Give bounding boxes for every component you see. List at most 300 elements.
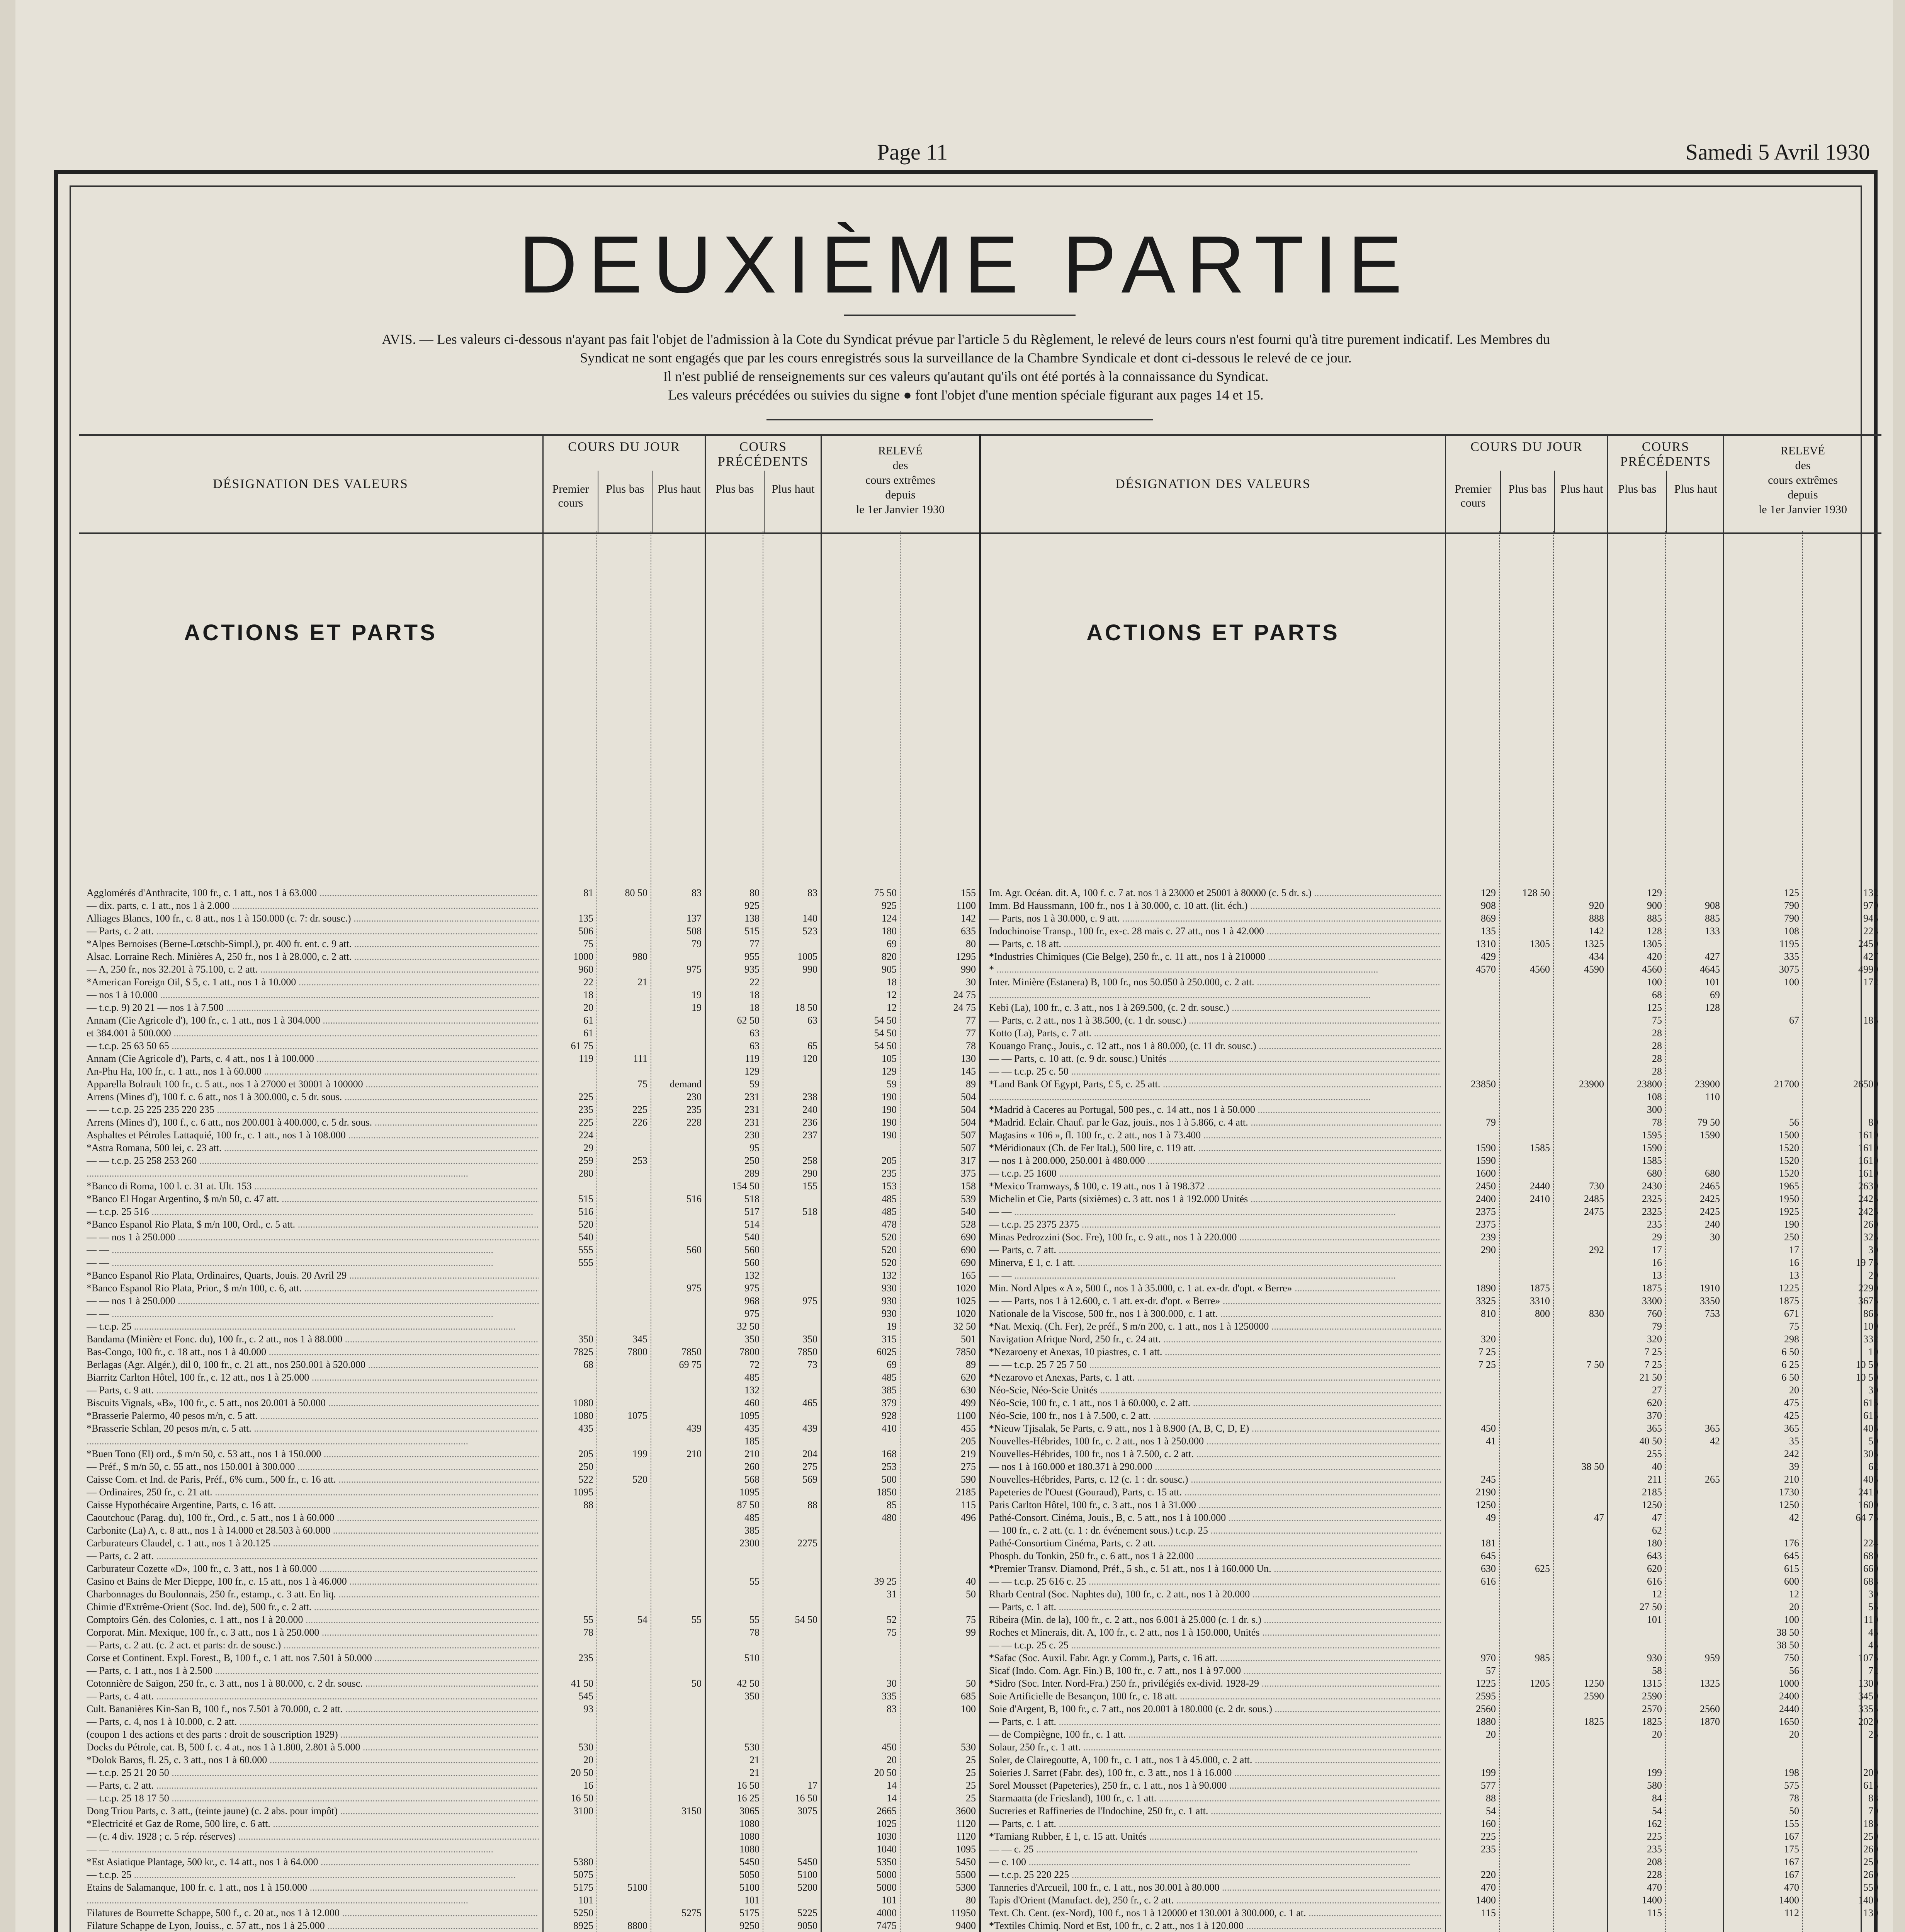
security-name: Navigation Afrique Nord, 250 fr., c. 24 att. .....: [989, 1333, 1441, 1345]
price-p2: 238: [802, 1091, 817, 1102]
price-p1: 231: [744, 1104, 760, 1115]
price-c1: 435: [578, 1423, 593, 1434]
price-r2: 205: [961, 1435, 976, 1447]
col-designation: DÉSIGNATION DES VALEURS: [1115, 477, 1311, 491]
security-name: Etains de Salamanque, 100 fr. c. 1 att., nos 1 à 150.000 .....: [87, 1881, 539, 1894]
price-p2: 63: [807, 1015, 817, 1026]
price-r1: 190: [882, 1117, 897, 1128]
price-p2: 908: [1705, 900, 1720, 911]
price-p1: 515: [744, 925, 760, 937]
security-name: *Nat. Mexiq. (Ch. Fer), 2e préf., $ m/n 200, c. 1 att., nos 1 à 1250000 .....: [989, 1320, 1441, 1333]
price-r2: 88: [1868, 1793, 1878, 1804]
price-c1: 22: [583, 976, 593, 988]
price-r2: 1095: [956, 1844, 976, 1855]
col-group-cours-precedents: [1607, 436, 1723, 532]
security-name: Sucreries et Raffineries de l'Indochine, 250 fr., c. 1 att. .....: [989, 1804, 1441, 1817]
security-name: *Safac (Soc. Auxil. Fabr. Agr. y Comm.), Parts, c. 16 att. .....: [989, 1651, 1441, 1664]
price-c2: 520: [632, 1474, 647, 1485]
table-row: [981, 1460, 1881, 1473]
price-p1: 101: [744, 1895, 760, 1906]
price-p2: 69: [1710, 989, 1720, 1000]
security-name: *Mexico Tramways, $ 100, c. 19 att., nos 1 à 198.372 .....: [989, 1180, 1441, 1192]
price-r1: 253: [882, 1461, 897, 1472]
security-name: [87, 1167, 539, 1180]
price-r1: 1400: [1779, 1895, 1799, 1906]
security-name: Apparella Bolrault 100 fr., c. 5 att., nos 1 à 27000 et 30001 à 100000 .....: [87, 1078, 539, 1090]
price-p1: 58: [1652, 1665, 1662, 1676]
table-row: [79, 1141, 979, 1154]
security-name: Pathé-Consortium Cinéma, Parts, c. 2 att. .....: [989, 1537, 1441, 1549]
price-c1: 970: [1481, 1652, 1496, 1663]
price-p1: 28: [1652, 1053, 1662, 1064]
table-row: [79, 1651, 979, 1664]
price-r2: 507: [961, 1129, 976, 1141]
price-r2: 25: [966, 1793, 976, 1804]
table-row: [79, 1001, 979, 1014]
price-r2: 110: [1863, 1614, 1878, 1625]
security-name: *Sidro (Soc. Inter. Nord-Fra.) 250 fr., privilégiés ex-divid. 1928-29 .....: [989, 1677, 1441, 1690]
price-r2: 1600: [1858, 1499, 1878, 1510]
price-r2: 680: [1863, 1550, 1878, 1561]
price-c1: 129: [1481, 887, 1496, 898]
price-p2: 5225: [797, 1907, 817, 1918]
security-name: Kebi (La), 100 fr., c. 3 att., nos 1 à 269.500, (c. 2 dr. sousc.) .....: [989, 1001, 1441, 1014]
price-p2: 120: [802, 1053, 817, 1064]
table-row: [981, 1753, 1881, 1766]
price-p1: 21 50: [1639, 1372, 1662, 1383]
price-r1: 930: [882, 1308, 897, 1319]
security-name: — — Parts, c. 10 att. (c. 9 dr. sousc.) Unités .....: [989, 1052, 1441, 1065]
price-c3: 3150: [681, 1805, 702, 1816]
security-name: — Préf., $ m/n 50, c. 55 att., nos 150.001 à 300.000 .....: [87, 1460, 539, 1473]
price-c1: 520: [578, 1219, 593, 1230]
price-p2: 79 50: [1697, 1117, 1720, 1128]
table-row: [79, 1320, 979, 1333]
price-r1: 7475: [877, 1920, 897, 1931]
security-name: Kotto (La), Parts, c. 7 att. .....: [989, 1027, 1441, 1039]
price-r1: 615: [1784, 1563, 1799, 1574]
price-p1: 185: [744, 1435, 760, 1447]
price-p1: 211: [1647, 1474, 1662, 1485]
table-row: [981, 1855, 1881, 1868]
price-p2: 155: [802, 1180, 817, 1192]
security-name: *Tamiang Rubber, £ 1, c. 15 att. Unités .....: [989, 1830, 1441, 1843]
price-r2: 3675: [1858, 1295, 1878, 1306]
price-c1: 20: [583, 1002, 593, 1013]
security-name: Papeteries de l'Ouest (Gouraud), Parts, c. 15 att. .....: [989, 1486, 1441, 1498]
price-r2: 165: [961, 1270, 976, 1281]
price-p1: 320: [1647, 1333, 1662, 1345]
table-row: [981, 1065, 1881, 1078]
price-r2: 10 50: [1856, 1372, 1878, 1383]
security-name: *Nezarovo et Anexas, Parts, c. 1 att. .....: [989, 1371, 1441, 1384]
price-r2: 260: [1863, 1869, 1878, 1880]
price-r1: 475: [1784, 1397, 1799, 1408]
price-p1: 18: [749, 1002, 760, 1013]
price-c3: 292: [1589, 1244, 1604, 1255]
price-r1: 39: [1789, 1461, 1799, 1472]
price-p1: 518: [744, 1193, 760, 1204]
security-name: — — t.c.p. 25 258 253 260 .....: [87, 1154, 539, 1167]
price-c1: 235: [1481, 1844, 1496, 1855]
price-p1: 968: [744, 1295, 760, 1306]
price-r1: 42: [1789, 1512, 1799, 1523]
price-c3: 69 75: [679, 1359, 702, 1370]
table-row: [79, 1294, 979, 1307]
table-row: [981, 1090, 1881, 1103]
price-p1: 72: [749, 1359, 760, 1370]
price-r2: 683: [1863, 1576, 1878, 1587]
price-c2: 1205: [1530, 1678, 1550, 1689]
price-p1: 616: [1647, 1576, 1662, 1587]
price-r1: 1025: [877, 1818, 897, 1829]
price-r1: 425: [1784, 1410, 1799, 1421]
security-name: *Alpes Bernoises (Berne-Lœtschb-Simpl.), pr. 400 fr. ent. c. 9 att. .....: [87, 937, 539, 950]
cours-du-jour-label: COURS DU JOUR: [568, 440, 680, 454]
price-c1: 1095: [573, 1486, 593, 1498]
price-r1: 790: [1784, 900, 1799, 911]
price-r2: 142: [961, 913, 976, 924]
price-r2: 89: [966, 1078, 976, 1090]
price-p2: 1870: [1700, 1716, 1720, 1727]
price-p1: 47: [1652, 1512, 1662, 1523]
table-row: [79, 1894, 979, 1906]
price-r2: 185: [1863, 1015, 1878, 1026]
price-c1: 7825: [573, 1346, 593, 1357]
price-p1: 643: [1647, 1550, 1662, 1561]
price-p1: 180: [1647, 1537, 1662, 1549]
price-r2: 2410: [1858, 1486, 1878, 1498]
table-row: [981, 1333, 1881, 1345]
price-r2: 219: [961, 1448, 976, 1459]
price-c1: 5075: [573, 1869, 593, 1880]
security-name: Comptoirs Gén. des Colonies, c. 1 att., nos 1 à 20.000 .....: [87, 1613, 539, 1626]
security-name: — — .....: [87, 1256, 539, 1269]
price-c3: 2475: [1584, 1206, 1604, 1217]
price-p1: 5450: [739, 1856, 760, 1867]
price-r2: 3450: [1858, 1690, 1878, 1702]
price-r2: 1300: [1858, 1678, 1878, 1689]
price-c3: 83: [692, 887, 702, 898]
price-p2: 2560: [1700, 1703, 1720, 1714]
table-rows: [981, 886, 1881, 1932]
price-r1: 520: [882, 1244, 897, 1255]
security-name: * .....: [989, 963, 1441, 976]
price-p1: 115: [1647, 1907, 1662, 1918]
price-r1: 905: [882, 964, 897, 975]
price-r2: 250: [1863, 1831, 1878, 1842]
table-row: [981, 1664, 1881, 1677]
price-p1: 22: [749, 976, 760, 988]
price-c1: 239: [1481, 1231, 1496, 1243]
security-name: Arrens (Mines d'), 100 f., c. 6 att., nos 200.001 à 400.000, c. 5 dr. sous. .....: [87, 1116, 539, 1129]
price-p1: 208: [1647, 1856, 1662, 1867]
price-r1: 298: [1784, 1333, 1799, 1345]
price-r1: 167: [1784, 1831, 1799, 1842]
security-name: — de Compiègne, 100 fr., c. 1 att. .....: [989, 1728, 1441, 1741]
price-r1: 14: [887, 1793, 897, 1804]
price-r2: 1020: [956, 1308, 976, 1319]
table-row: [79, 1473, 979, 1486]
table-row: [79, 925, 979, 937]
security-name: Docks du Pétrole, cat. B, 500 f. c. 4 at., nos 1 à 1.800, 2.801 à 5.000 .....: [87, 1741, 539, 1753]
table-row: [79, 1537, 979, 1549]
price-r1: 1520: [1779, 1142, 1799, 1153]
table-row: [79, 1830, 979, 1843]
releve-line-4: depuis: [885, 488, 916, 501]
price-p1: 620: [1647, 1397, 1662, 1408]
price-c1: 68: [583, 1359, 593, 1370]
security-name: — — t.c.p. 25 616 c. 25 .....: [989, 1575, 1441, 1588]
price-p1: 1590: [1642, 1142, 1662, 1153]
price-r1: 153: [882, 1180, 897, 1192]
price-r1: 167: [1784, 1869, 1799, 1880]
table-row: [79, 1116, 979, 1129]
price-c2: 1075: [627, 1410, 647, 1421]
price-r1: 56: [1789, 1665, 1799, 1676]
price-r2: 99: [966, 1627, 976, 1638]
price-p1: 540: [744, 1231, 760, 1243]
table-row: [981, 1537, 1881, 1549]
table-row: [981, 1218, 1881, 1231]
price-p1: 42 50: [737, 1678, 760, 1689]
table-row: [981, 886, 1881, 899]
price-r1: 925: [882, 900, 897, 911]
price-c1: 1590: [1476, 1142, 1496, 1153]
price-p2: 3075: [797, 1805, 817, 1816]
price-p2: 110: [1705, 1091, 1720, 1102]
price-r2: 970: [1863, 900, 1878, 911]
table-row: [79, 1779, 979, 1792]
security-name: Nationale de la Viscose, 500 fr., nos 1 à 300.000, c. 1 att. .....: [989, 1307, 1441, 1320]
price-r2: 504: [961, 1104, 976, 1115]
price-p2: 275: [802, 1461, 817, 1472]
price-r2: 690: [961, 1257, 976, 1268]
price-p1: 370: [1647, 1410, 1662, 1421]
price-p1: 54: [1652, 1805, 1662, 1816]
price-p2: 7850: [797, 1346, 817, 1357]
table-row: [79, 1460, 979, 1473]
price-c3: 1250: [1584, 1678, 1604, 1689]
price-r2: 620: [961, 1372, 976, 1383]
price-c1: 2450: [1476, 1180, 1496, 1192]
price-c1: 1590: [1476, 1155, 1496, 1166]
price-r1: 485: [882, 1206, 897, 1217]
price-p1: 7 25: [1644, 1359, 1662, 1370]
price-c1: 250: [578, 1461, 593, 1472]
price-p1: 125: [1647, 1002, 1662, 1013]
price-c1: 119: [578, 1053, 593, 1064]
price-p2: 30: [1710, 1231, 1720, 1243]
price-c1: 7 25: [1478, 1359, 1496, 1370]
price-c3: 235: [687, 1104, 702, 1115]
price-p1: 1080: [739, 1844, 760, 1855]
price-r1: 790: [1784, 913, 1799, 924]
table-row: [981, 1027, 1881, 1039]
price-p1: 55: [749, 1614, 760, 1625]
security-name: Text. Ch. Cent. (ex-Nord), 100 f., nos 1 à 120000 et 130.001 à 300.000, c. 1 at. .....: [989, 1906, 1441, 1919]
table-row: [79, 1817, 979, 1830]
price-p1: 9250: [739, 1920, 760, 1931]
price-p1: 225: [1647, 1831, 1662, 1842]
price-p2: 975: [802, 1295, 817, 1306]
price-c1: 220: [1481, 1869, 1496, 1880]
price-c3: 38 50: [1581, 1461, 1604, 1472]
price-c3: 434: [1589, 951, 1604, 962]
price-r2: 1120: [956, 1818, 976, 1829]
price-c1: 20: [583, 1754, 593, 1765]
security-name: *Banco di Roma, 100 l. c. 31 at. Ult. 153 .....: [87, 1180, 539, 1192]
price-r1: 671: [1784, 1308, 1799, 1319]
col-plus-bas: Plus bas: [1500, 471, 1554, 532]
price-p1: 27 50: [1639, 1601, 1662, 1612]
col-prec-plus-haut: Plus haut: [764, 471, 822, 532]
price-r1: 600: [1784, 1576, 1799, 1587]
price-p1: 55: [749, 1576, 760, 1587]
price-p2: 133: [1705, 925, 1720, 937]
table-row: [79, 1231, 979, 1243]
security-name: Nouvelles-Hébrides, 100 fr., nos 1 à 7.500, c. 2 att. .....: [989, 1447, 1441, 1460]
col-plus-bas: Plus bas: [598, 471, 652, 532]
table-row: [79, 1090, 979, 1103]
price-c2: 345: [632, 1333, 647, 1345]
price-p1: 2300: [739, 1537, 760, 1549]
price-p2: 290: [802, 1168, 817, 1179]
price-r2: 30: [966, 976, 976, 988]
table-row: [79, 1167, 979, 1180]
price-r2: 25: [966, 1767, 976, 1778]
price-p1: 1875: [1642, 1282, 1662, 1294]
table-row: [981, 1154, 1881, 1167]
price-p2: 350: [802, 1333, 817, 1345]
price-c1: 81: [583, 887, 593, 898]
security-name: — — .....: [87, 1843, 539, 1855]
price-p1: 2325: [1642, 1206, 1662, 1217]
table-row: [981, 1511, 1881, 1524]
price-r2: 539: [961, 1193, 976, 1204]
price-p1: 975: [744, 1308, 760, 1319]
security-name: Starmaatta (de Friesland), 100 fr., c. 1 att. .....: [989, 1792, 1441, 1804]
price-p1: 40 50: [1639, 1435, 1662, 1447]
price-p1: 132: [744, 1270, 760, 1281]
price-p1: 119: [744, 1053, 760, 1064]
price-c2: 2440: [1530, 1180, 1550, 1192]
table-row: [79, 1792, 979, 1804]
price-r1: 1250: [1779, 1499, 1799, 1510]
price-p2: 236: [802, 1117, 817, 1128]
left-table: [79, 434, 979, 1932]
price-c3: 47: [1594, 1512, 1604, 1523]
table-row: [981, 988, 1881, 1001]
price-r2: 250: [1863, 1856, 1878, 1867]
price-r2: 2630: [1858, 1180, 1878, 1192]
price-r2: 9400: [956, 1920, 976, 1931]
releve-line-2: des: [892, 459, 908, 472]
price-r2: 1610: [1858, 1129, 1878, 1141]
table-row: [79, 1677, 979, 1690]
price-r1: 1650: [1779, 1716, 1799, 1727]
price-c3: 560: [687, 1244, 702, 1255]
price-r1: 19: [887, 1321, 897, 1332]
price-p2: 439: [802, 1423, 817, 1434]
price-p2: 2425: [1700, 1206, 1720, 1217]
security-name: *Madrid. Eclair. Chauf. par le Gaz, jouis., nos 1 à 5.866, c. 4 att. .....: [989, 1116, 1441, 1129]
price-p2: 1590: [1700, 1129, 1720, 1141]
price-p2: 128: [1705, 1002, 1720, 1013]
price-p1: 930: [1647, 1652, 1662, 1663]
security-name: Néo-Scie, Néo-Scie Unités .....: [989, 1384, 1441, 1396]
price-r1: 105: [882, 1053, 897, 1064]
price-r1: 1195: [1779, 938, 1799, 949]
table-row: [981, 1562, 1881, 1575]
price-p2: 1005: [797, 951, 817, 962]
price-r1: 1040: [877, 1844, 897, 1855]
price-c1: 5175: [573, 1882, 593, 1893]
price-r1: 176: [1784, 1537, 1799, 1549]
security-name: Cult. Bananières Kin-San B, 100 f., nos 7.501 à 70.000, c. 2 att. .....: [87, 1702, 539, 1715]
price-c3: 142: [1589, 925, 1604, 937]
price-p1: 760: [1647, 1308, 1662, 1319]
section-title: ACTIONS ET PARTS: [184, 620, 437, 645]
price-p1: 365: [1647, 1423, 1662, 1434]
security-name: Nouvelles-Hébrides, Parts, c. 12 (c. 1 : dr. sousc.) .....: [989, 1473, 1441, 1486]
price-p1: 40: [1652, 1461, 1662, 1472]
price-c2: 5100: [627, 1882, 647, 1893]
price-r1: 16: [1789, 1257, 1799, 1268]
price-p1: 1305: [1642, 938, 1662, 949]
price-r2: 50: [1868, 1435, 1878, 1447]
notice-line-3: Il n'est publié de renseignements sur ces valeurs qu'autant qu'ils ont été portés à la connaissance du Syndicat.: [663, 369, 1269, 384]
price-p2: 753: [1705, 1308, 1720, 1319]
price-p2: 5450: [797, 1856, 817, 1867]
table-row: [79, 988, 979, 1001]
price-r2: 375: [961, 1168, 976, 1179]
price-r2: 1075: [1858, 1652, 1878, 1663]
price-p1: 231: [744, 1091, 760, 1102]
table-row: [79, 1881, 979, 1894]
table-row: [79, 1664, 979, 1677]
security-name: — Parts, c. 1 att. .....: [989, 1715, 1441, 1728]
price-c1: 78: [583, 1627, 593, 1638]
security-name: Filature Schappe de Lyon, Jouiss., c. 57 att., nos 1 à 25.000 .....: [87, 1919, 539, 1932]
price-c1: 224: [578, 1129, 593, 1141]
price-c1: 181: [1481, 1537, 1496, 1549]
table-row: [79, 1218, 979, 1231]
price-p1: 16 50: [737, 1780, 760, 1791]
price-r2: 1100: [956, 1410, 976, 1421]
table-row: [79, 1562, 979, 1575]
security-name: — Parts, c. 2 att. (c. 2 act. et parts: dr. de sousc.) .....: [87, 1639, 539, 1651]
price-c1: 429: [1481, 951, 1496, 962]
price-r1: 59: [887, 1078, 897, 1090]
price-p2: 680: [1705, 1168, 1720, 1179]
security-name: — — .....: [989, 1269, 1441, 1282]
security-name: Néo-Scie, 100 fr., nos 1 à 7.500, c. 2 att. .....: [989, 1409, 1441, 1422]
price-c2: 7800: [627, 1346, 647, 1357]
table-row: [79, 1868, 979, 1881]
price-r1: 20: [1789, 1384, 1799, 1396]
price-c1: 630: [1481, 1563, 1496, 1574]
table-row: [79, 1511, 979, 1524]
col-prec-plus-bas: Plus bas: [1618, 483, 1657, 495]
price-c1: 555: [578, 1257, 593, 1268]
price-r1: 520: [882, 1257, 897, 1268]
security-name: — — .....: [989, 1205, 1441, 1218]
table-row: [79, 1027, 979, 1039]
table-row: [79, 1766, 979, 1779]
price-p1: 260: [744, 1461, 760, 1472]
price-p1: 3065: [739, 1805, 760, 1816]
